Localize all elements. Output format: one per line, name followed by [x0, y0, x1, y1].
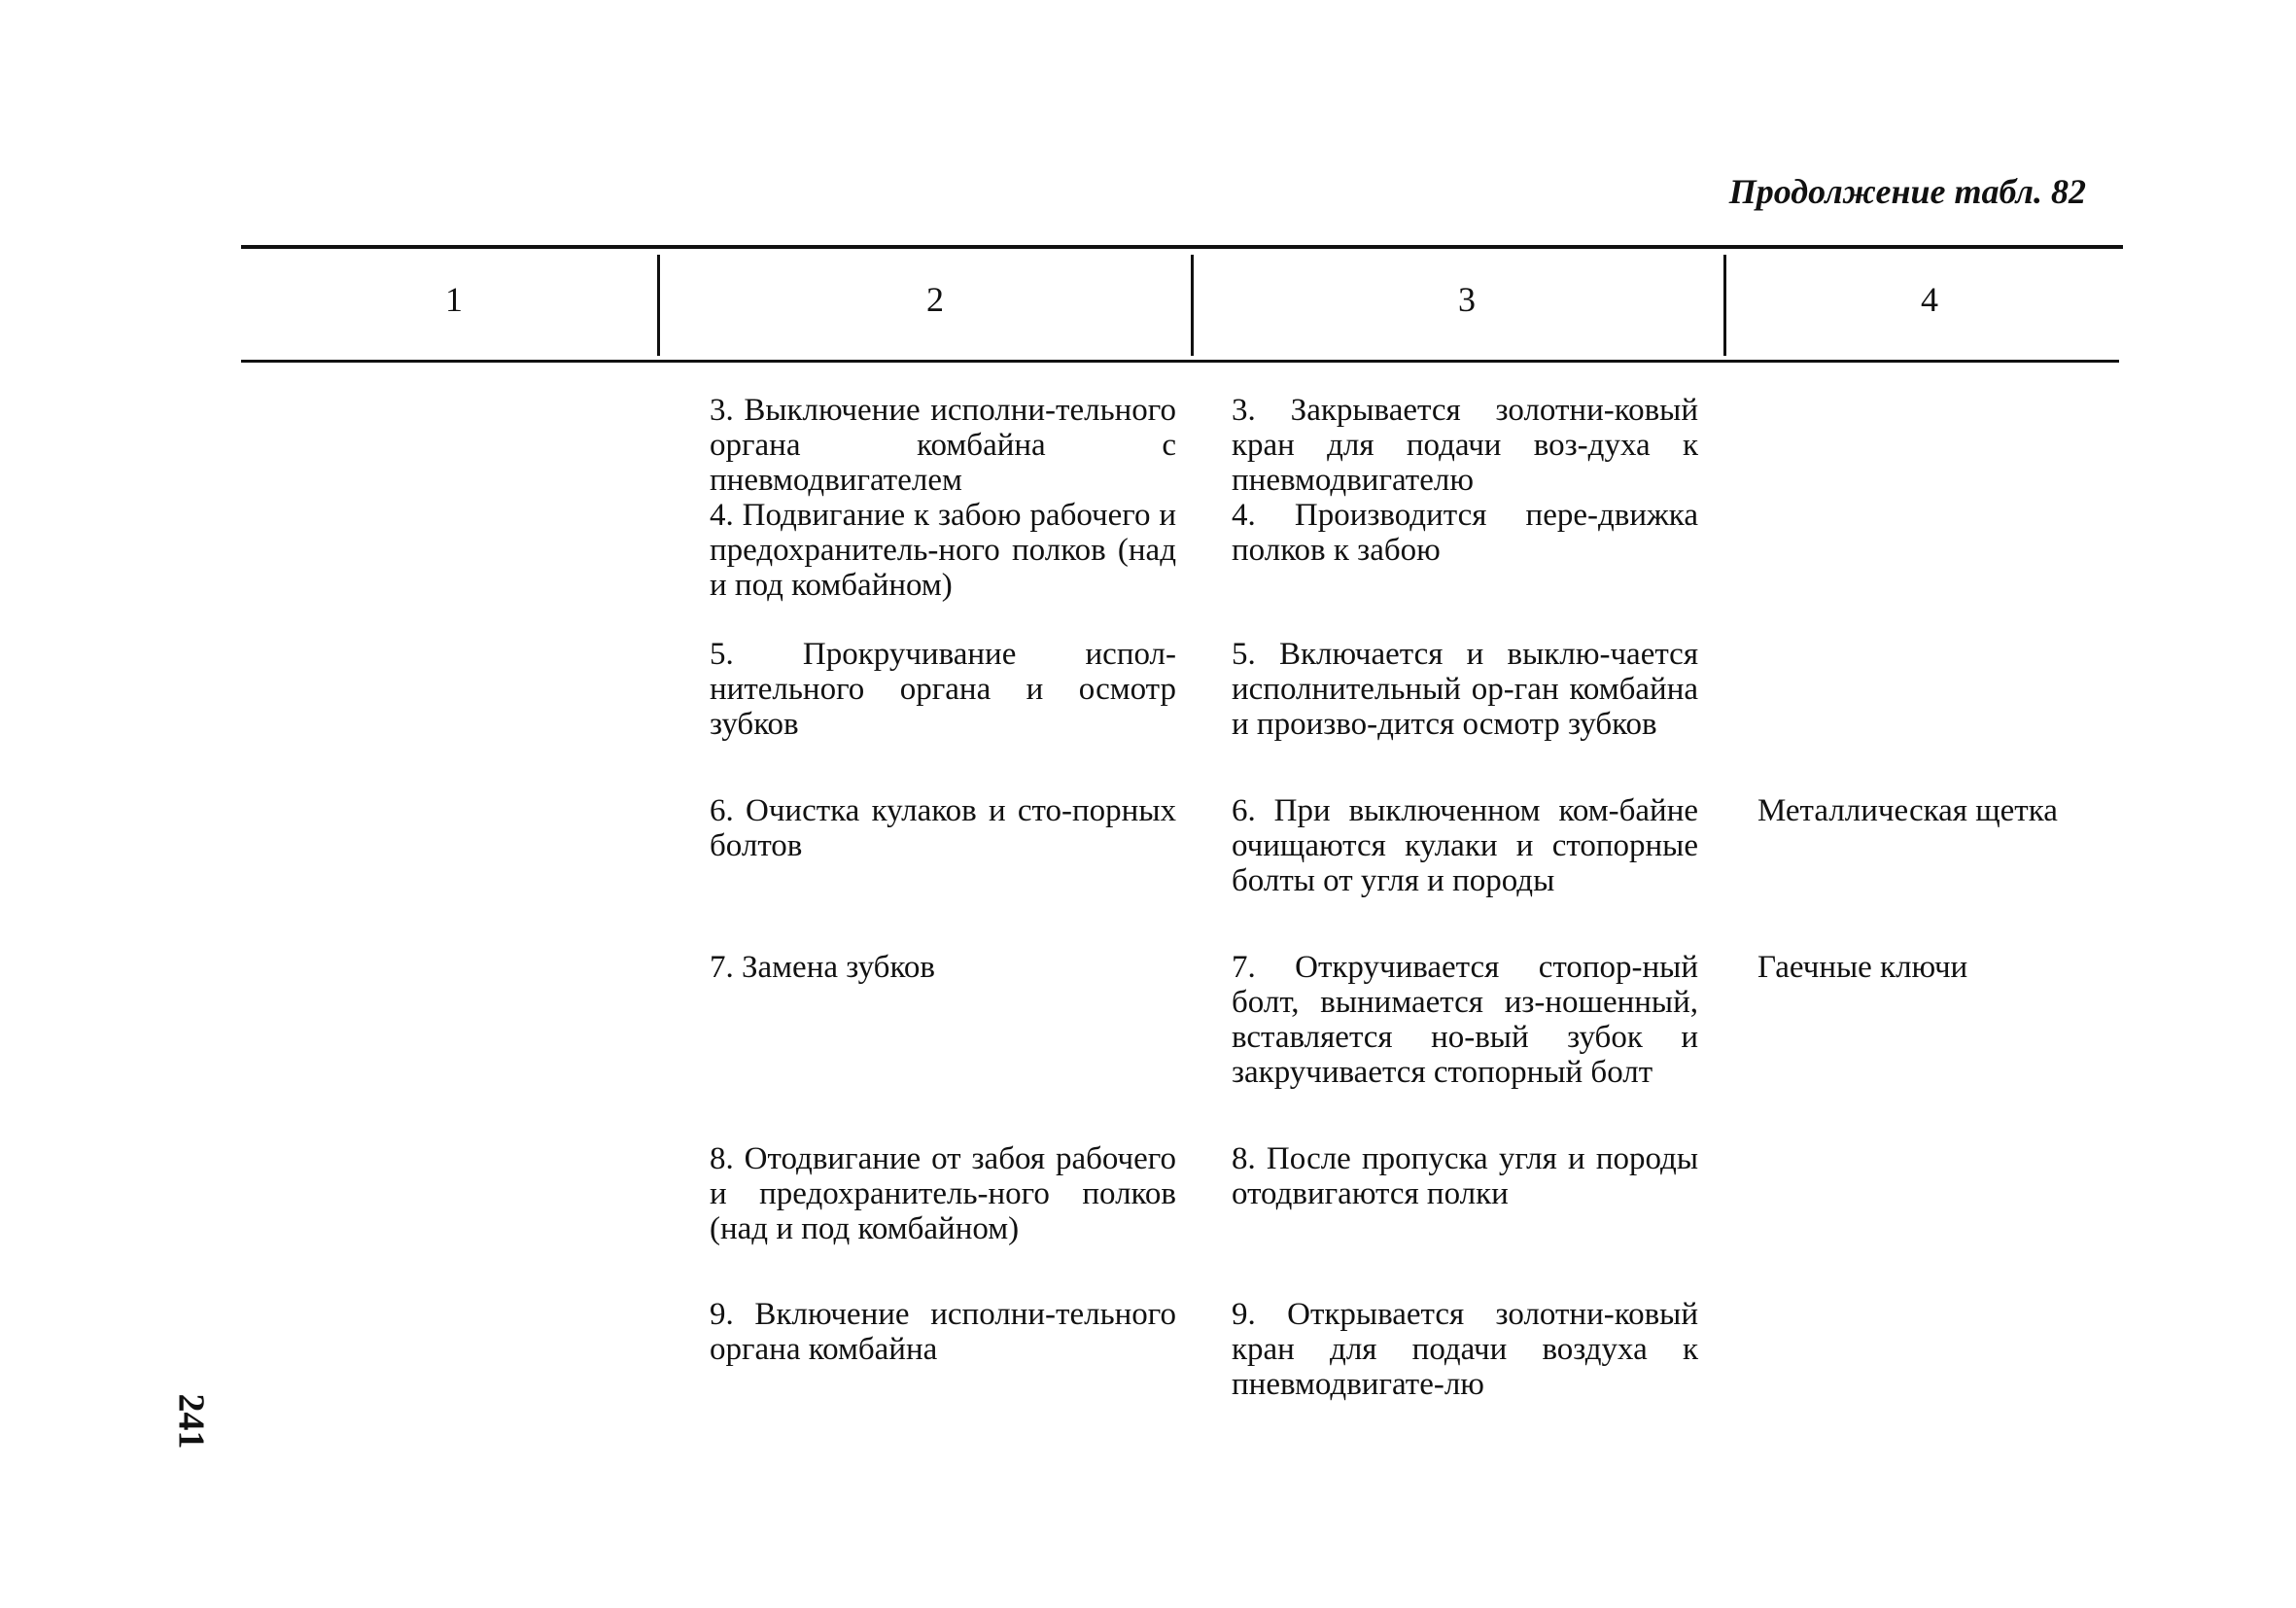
column-divider-1	[657, 255, 660, 356]
row-5-operation: 5. Прокручивание испол-нительного органа и осмотр зубков	[710, 637, 1176, 742]
column-header-3: 3	[1458, 280, 1476, 319]
row-8-operation: 8. Отодвигание от забоя рабочего и предохранитель-ного полков (над и под комбайном)	[710, 1141, 1176, 1246]
row-3-method: 3. Закрывается золотни-ковый кран для подачи воз-духа к пневмодвигателю	[1232, 393, 1698, 498]
column-header-4: 4	[1921, 280, 1938, 319]
column-header-2: 2	[926, 280, 944, 319]
row-4-method: 4. Производится пере-движка полков к забою	[1232, 498, 1698, 568]
row-4-operation: 4. Подвигание к забою рабочего и предохранитель-ного полков (над и под комбайном)	[710, 498, 1176, 603]
row-7-method: 7. Откручивается стопор-ный болт, вынимается из-ношенный, вставляется но-вый зубок и закручивается стопорный болт	[1232, 950, 1698, 1090]
column-divider-3	[1723, 255, 1726, 356]
table-top-rule	[241, 245, 2123, 249]
row-9-operation: 9. Включение исполни-тельного органа комбайна	[710, 1297, 1176, 1367]
row-6-operation: 6. Очистка кулаков и сто-порных болтов	[710, 793, 1176, 863]
row-9-method: 9. Открывается золотни-ковый кран для подачи воздуха к пневмодвигате-лю	[1232, 1297, 1698, 1402]
page-number: 241	[170, 1393, 212, 1450]
column-divider-2	[1191, 255, 1194, 356]
row-6-tool: Металлическая щетка	[1757, 793, 2058, 828]
column-header-1: 1	[445, 280, 463, 319]
row-8-method: 8. После пропуска угля и породы отодвигаются полки	[1232, 1141, 1698, 1211]
table-caption: Продолжение табл. 82	[1728, 172, 2086, 211]
row-5-method: 5. Включается и выклю-чается исполнительный ор-ган комбайна и произво-дится осмотр зубков	[1232, 637, 1698, 742]
row-7-tool: Гаечные ключи	[1757, 950, 1968, 985]
table-header-rule	[241, 360, 2119, 363]
row-7-operation: 7. Замена зубков	[710, 950, 935, 985]
row-6-method: 6. При выключенном ком-байне очищаются кулаки и стопорные болты от угля и породы	[1232, 793, 1698, 898]
row-3-operation: 3. Выключение исполни-тельного органа комбайна с пневмодвигателем	[710, 393, 1176, 498]
